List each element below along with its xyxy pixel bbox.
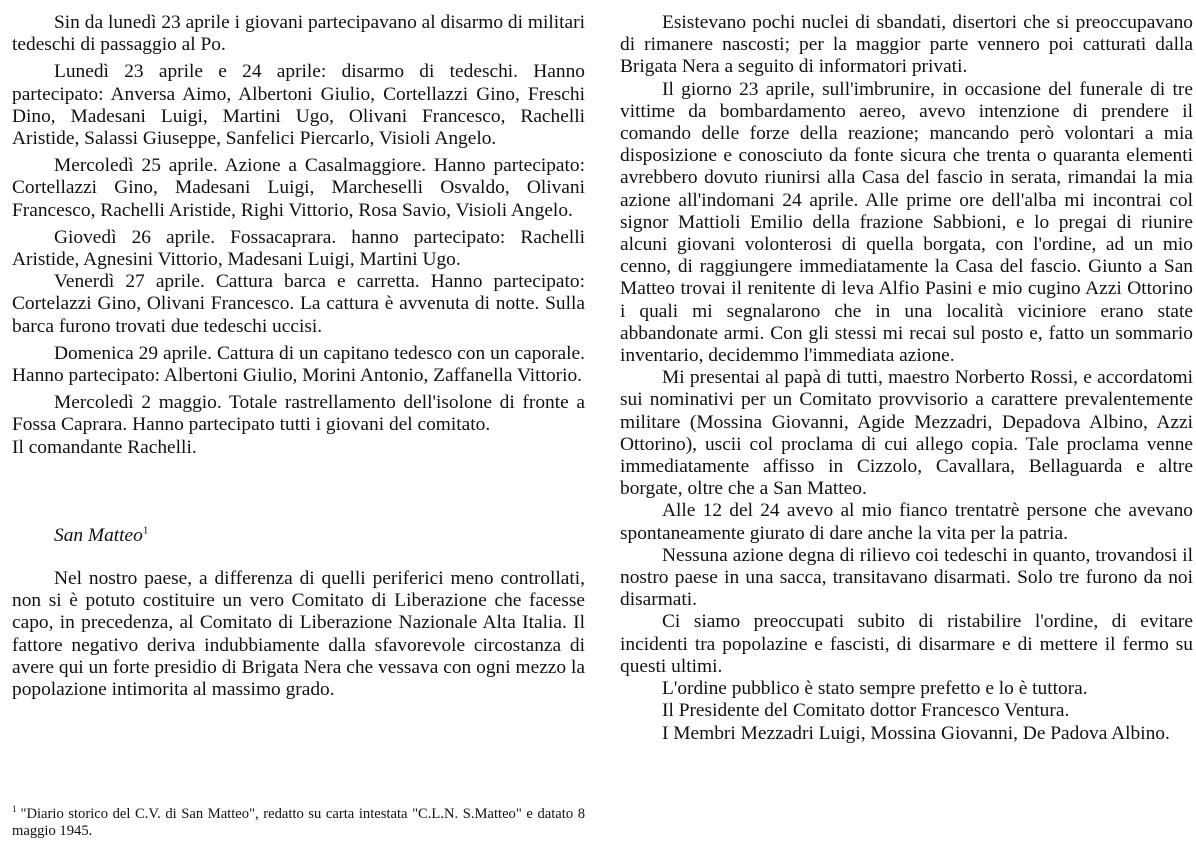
paragraph-nessuna-azione: Nessuna azione degna di rilievo coi tedeschi in quanto, trovandosi il nostro paese in una sacca, transitavano disarmati. Solo tre furono da noi disarmati. [620,544,1193,611]
section-title [12,525,585,547]
paragraph-membri: I Membri Mezzadri Luigi, Mossina Giovanni, De Padova Albino. [662,722,1170,744]
paragraph-april-29: Domenica 29 aprile. Cattura di un capitano tedesco con un caporale. Hanno partecipato: Albertoni Giulio, Morini Antonio, Zaffanella Vittorio. [12,342,585,387]
signature-line: Il comandante Rachelli. [12,436,197,458]
footnote-text: "Diario storico del C.V. di San Matteo", redatto su carta intestata "C.L.N. S.Matteo" e datato 8 maggio 1945. [12,806,585,839]
paragraph-may-2: Mercoledì 2 maggio. Totale rastrellamento dell'isolone di fronte a Fossa Caprara. Hanno partecipato tutti i giovani del comitato. [12,392,585,436]
paragraph-april-25: Mercoledì 25 aprile. Azione a Casalmaggiore. Hanno partecipato: Cortellazzi Gino, Madesani Luigi, Marcheselli Osvaldo, Olivani Francesco, Rachelli Aristide, Righi Vittorio, Rosa Savio, Visioli Angelo. [12,155,585,221]
section-title-text: San Matteo [54,524,143,546]
paragraph-april-26: Giovedì 26 aprile. Fossacaprara. hanno partecipato: Rachelli Aristide, Agnesini Vittorio, Madesani Luigi, Martini Ugo. [12,226,585,271]
left-column [12,12,585,701]
paragraph-comitato-provvisorio: Mi presentai al papà di tutti, maestro Norberto Rossi, e accordatomi sui nominativi per un Comitato provvisorio a carattere prevalentemente militare (Mossina Giovanni, Agide Mezzadri, Depadova Albino, Azzi Ottorino), uscii col proclama di cui allego copia. Tale proclama venne immediatamente affisso in Cizzolo, Cavallara, Bellaguarda e altre borgate, oltre che a San Matteo. [620,367,1193,500]
paragraph-ordine: Ci siamo preoccupati subito di ristabilire l'ordine, di evitare incidenti tra popolazine e fascisti, di disarmare e di mettere il fermo su questi ultimi. [620,611,1193,677]
paragraph-april-23-24: Lunedì 23 aprile e 24 aprile: disarmo di tedeschi. Hanno partecipato: Anversa Aimo, Albertoni Giulio, Cortellazzi Gino, Freschi Dino, Madesani Luigi, Martini Ugo, Olivani Francesco, Rachelli Aristide, Salassi Giuseppe, Sanfelici Piercarlo, Visioli Angelo. [12,61,585,150]
paragraph-ordine-pubblico: L'ordine pubblico è stato sempre prefetto e lo è tuttora. [662,678,1088,700]
paragraph-sbandati: Esistevano pochi nuclei di sbandati, disertori che si preoccupavano di rimanere nascosti; per la maggior parte vennero poi catturati dalla Brigata Nera a seguito di informatori privati. [620,12,1193,78]
paragraph-san-matteo: Nel nostro paese, a differenza di quelli periferici meno controllati, non si è potuto costituire un vero Comitato di Liberazione che facesse capo, in precedenza, al Comitato di Liberazione Nazionale Alta Italia. Il fattore negativo deriva indubbiamente dalla sfavorevole circostanza di avere qui un forte presidio di Brigata Nera che vessava con ogni mezzo la popolazione intimorita al massimo grado. [12,568,585,701]
paragraph-april-23-narrative: Il giorno 23 aprile, sull'imbrunire, in occasione del funerale di tre vittime da bombardamento aereo, avevo intenzione di prendere il comando delle forze della reazione; mancando però volontari a mia disposizione e conosciuto da fonte sicura che trenta o quaranta elementi avrebbero dovuto riunirsi alla Casa del fascio in serata, rimandai la mia azione all'indomani 24 aprile. Alle prime ore dell'alba mi incontrai col signor Mattioli Emilio della frazione Sabbioni, e lo pregai di riunire alcuni giovani volonterosi di quella borgata, con l'ordine, ad un mio cenno, di raggiungere immediatamente la Casa del fascio. Giunto a San Matteo trovai il renitente di leva Alfio Pasini e mio cugino Azzi Ottorino i quali mi segnalarono che in una località viciniore erano state abbandonate armi. Con gli stessi mi recai sul posto e, fatto un sommario inventario, decidemmo l'immediata azione. [620,78,1193,367]
paragraph-april-27: Venerdì 27 aprile. Cattura barca e carretta. Hanno partecipato: Cortelazzi Gino, Olivani Francesco. La cattura è avvenuta di notte. Sulla barca furono trovati due tedeschi uccisi. [12,271,585,337]
right-column [620,12,1193,745]
footnote-mark: 1 [12,804,17,815]
paragraph-trentatre-persone: Alle 12 del 24 avevo al mio fianco trentatrè persone che avevano spontaneamente giurato di dare anche la vita per la patria. [620,500,1193,544]
footnote [12,806,585,840]
footnote-reference[interactable]: 1 [142,524,149,537]
paragraph-presidente: Il Presidente del Comitato dottor Francesco Ventura. [662,700,1070,722]
paragraph-intro: Sin da lunedì 23 aprile i giovani partecipavano al disarmo di militari tedeschi di passaggio al Po. [12,12,585,56]
